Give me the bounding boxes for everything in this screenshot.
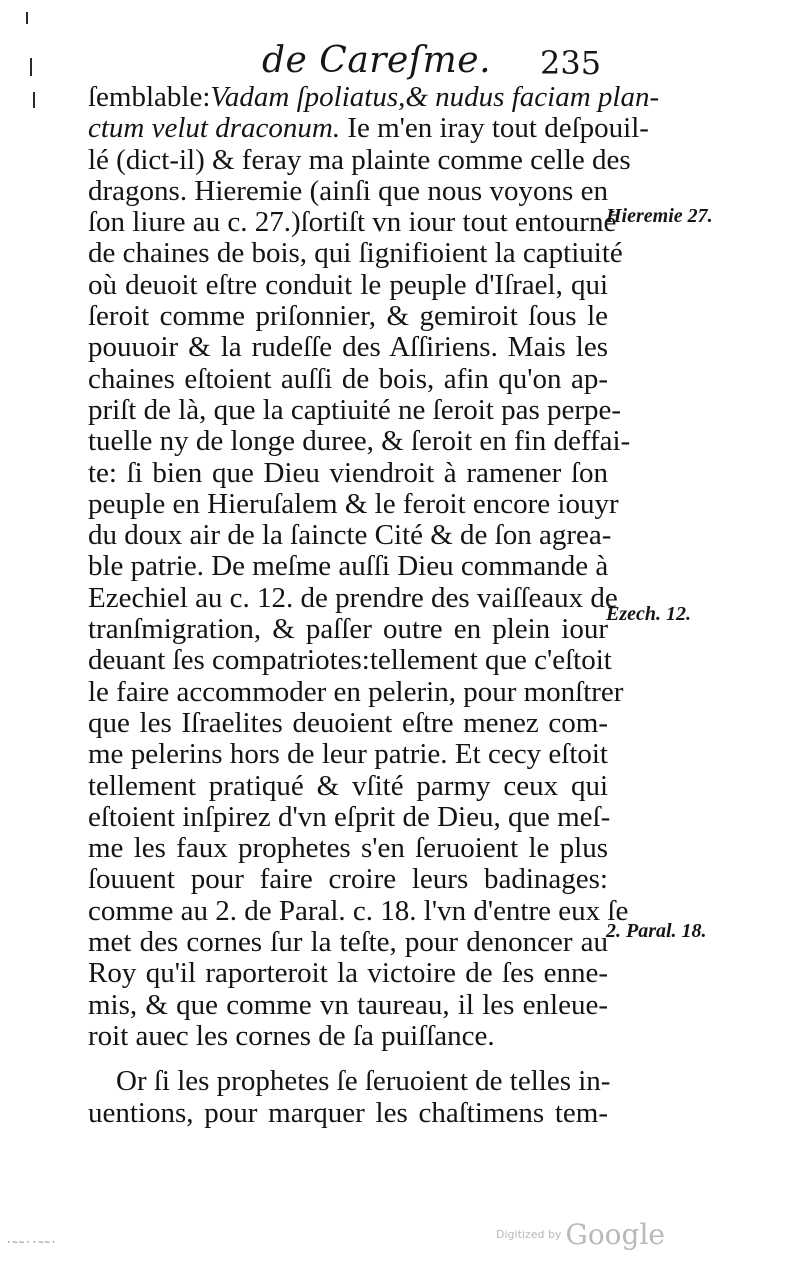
text-line: tellement pratiqué & vſité parmy ceux qui	[88, 769, 608, 802]
digitization-watermark	[496, 1218, 665, 1251]
text-line: roit auec les cornes de ſa puiſſance.	[88, 1019, 495, 1052]
margin-note: Hieremie 27.	[606, 205, 713, 227]
text-line: pouuoir & la rudeſſe des Aſſiriens. Mais les	[88, 331, 608, 364]
text-line: Roy qu'il raporteroit la victoire de ſes enne-	[88, 957, 608, 990]
text-line: que les Iſraelites deuoient eſtre menez com-	[88, 706, 608, 739]
binding-edge-mark	[33, 92, 35, 108]
text-line: le faire accommoder en pelerin, pour monſtrer	[88, 675, 624, 708]
text-line: eſtoient inſpirez d'vn eſprit de Dieu, que meſ-	[88, 800, 611, 833]
text-line: priſt de là, que la captiuité ne ſeroit pas perpe-	[88, 393, 622, 426]
text-line: met des cornes ſur la teſte, pour denoncer au	[88, 926, 608, 959]
text-line: deuant ſes compatriotes:tellement que c'eſtoit	[88, 644, 612, 677]
text-line: ble patrie. De meſme auſſi Dieu commande à	[88, 550, 609, 583]
text-line: ſouuent pour faire croire leurs badinages:	[88, 863, 608, 896]
text-line: peuple en Hieruſalem & le feroit encore iouyr	[88, 487, 619, 520]
text-line: ſeroit comme priſonnier, & gemiroit ſous le	[88, 300, 608, 333]
text-line: lé (dict-il) & feray ma plainte comme celle des	[88, 143, 631, 176]
text-line: ctum velut draconum. Ie m'en iray tout deſpouil-	[88, 112, 649, 145]
text-line: tuelle ny de longe duree, & ſeroit en fin deffai-	[88, 425, 631, 458]
text-line: ſemblable:Vadam ſpoliatus,& nudus faciam plan-	[88, 81, 660, 113]
text-line: ſon liure au c. 27.)ſortiſt vn iour tout entourné	[88, 206, 617, 239]
text-line: dragons. Hieremie (ainſi que nous voyons en	[88, 174, 608, 207]
page-number: 235	[540, 44, 602, 82]
text-line: Ezechiel au c. 12. de prendre des vaiſſeaux de	[88, 581, 618, 614]
text-line: comme au 2. de Paral. c. 18. l'vn d'entre eux ſe	[88, 894, 629, 927]
text-line: me pelerins hors de leur patrie. Et cecy eſtoit	[88, 738, 608, 771]
margin-note: 2. Paral. 18.	[606, 920, 707, 942]
margin-note: Ezech. 12.	[606, 603, 691, 625]
text-line: Or ſi les prophetes ſe ſeruoient de telles in-	[116, 1065, 611, 1098]
paragraph-gap	[88, 1052, 608, 1066]
watermark-prefix: Digitized by	[496, 1228, 562, 1241]
text-line: uentions, pour marquer les chaſtimens tem-	[88, 1096, 608, 1129]
text-line: où deuoit eſtre conduit le peuple d'Iſrael, qui	[88, 268, 608, 301]
scan-corner-mark: ·~~··~~·	[6, 1238, 58, 1248]
text-line: chaines eſtoient auſſi de bois, afin qu'on ap-	[88, 362, 608, 395]
running-title: de Careſme.	[262, 40, 492, 81]
text-line: du doux air de la ſaincte Cité & de ſon agrea-	[88, 519, 612, 552]
binding-edge-mark	[26, 12, 28, 24]
text-line: de chaines de bois, qui ſignifioient la captiuité	[88, 237, 623, 270]
text-line: te: ſi bien que Dieu viendroit à ramener ſon	[88, 456, 608, 489]
text-line: me les faux prophetes s'en ſeruoient le plus	[88, 832, 608, 865]
text-line: mis, & que comme vn taureau, il les enleue-	[88, 988, 608, 1021]
text-line: tranſmigration, & paſſer outre en plein iour	[88, 613, 608, 646]
watermark-logo: Google	[565, 1218, 665, 1251]
